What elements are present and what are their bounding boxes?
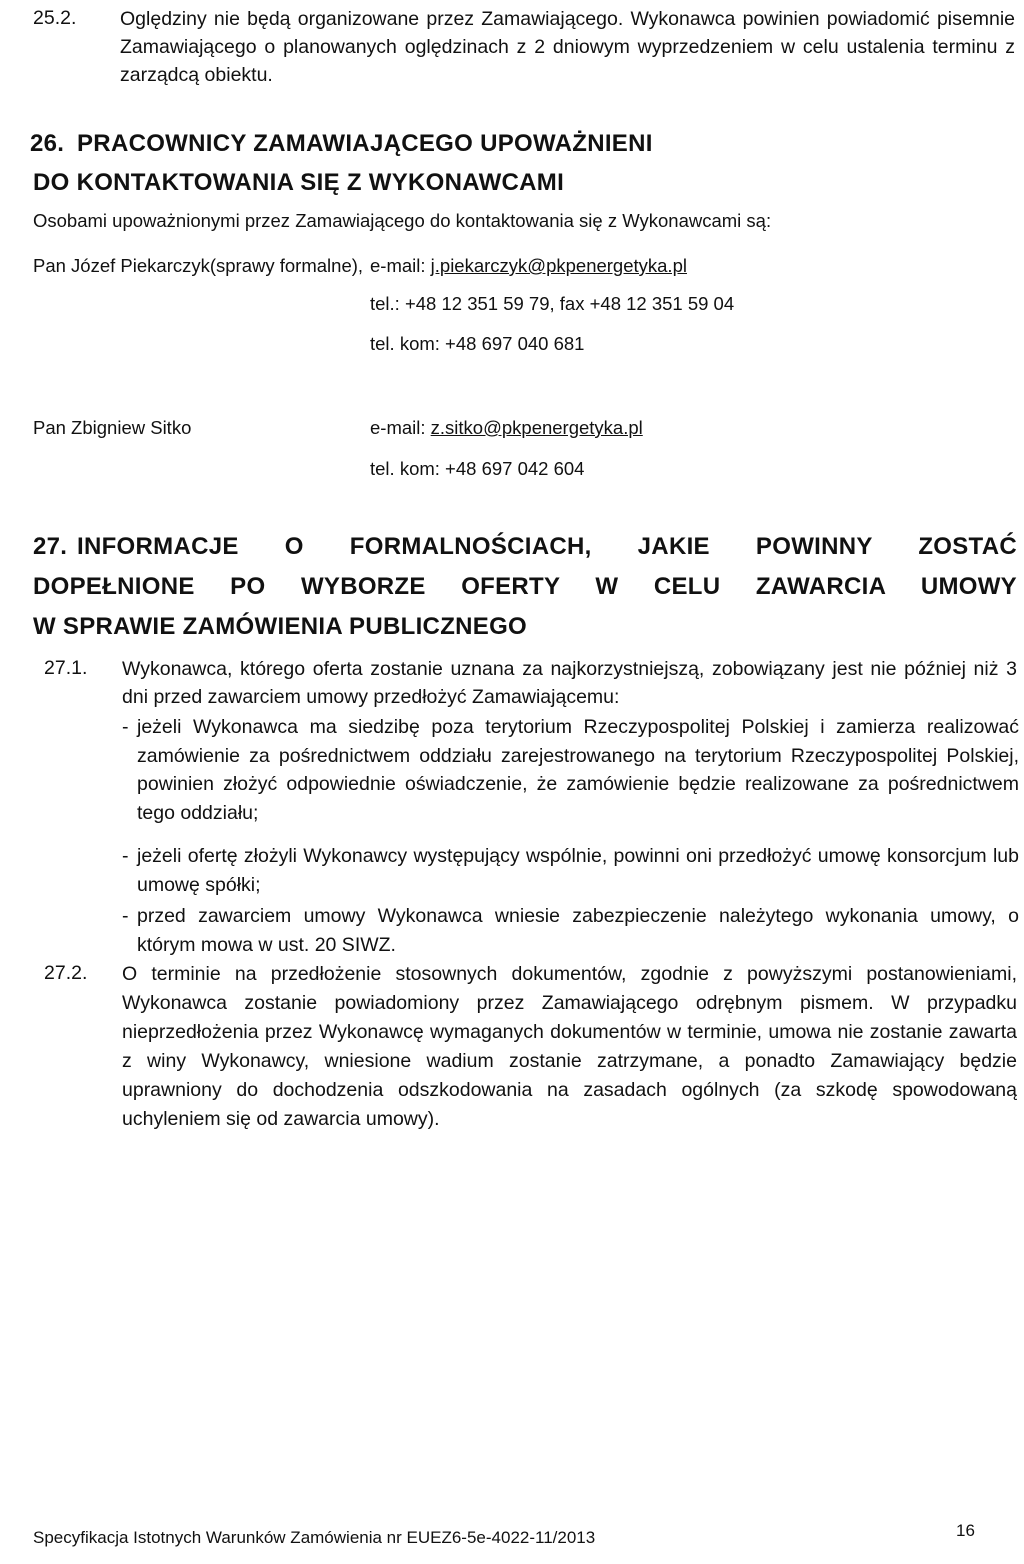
section-27-title-line3: W SPRAWIE ZAMÓWIENIA PUBLICZNEGO <box>33 613 528 640</box>
contact-1-email-link[interactable]: j.piekarczyk@pkpenergetyka.pl <box>430 255 687 276</box>
footer-title: Specyfikacja Istotnych Warunków Zamówienia nr EUEZ6-5e-4022-11/2013 <box>33 1528 596 1547</box>
bullet-dash: - <box>122 845 129 867</box>
section-number-26: 26. <box>30 130 65 157</box>
list-item <box>122 713 1019 827</box>
contact-1-name: Pan Józef Piekarczyk(sprawy formalne), <box>33 255 364 276</box>
page-number: 16 <box>956 1521 975 1540</box>
list-item <box>122 842 1019 899</box>
contact-1-phone: tel.: +48 12 351 59 79, fax +48 12 351 59 04 <box>370 293 735 314</box>
section-26-title-line1: PRACOWNICY ZAMAWIAJĄCEGO UPOWAŻNIENI <box>77 130 653 157</box>
section-number-27-2: 27.2. <box>44 962 88 984</box>
bullet-1-text: jeżeli Wykonawca ma siedzibę poza terytorium Rzeczypospolitej Polskiej i zamierza realizować zamówienie za pośrednictwem oddziału zarejestrowanego na terytorium Rzeczypospolitej Polskiej, powinien złożyć odpowiednie oświadczenie, że zamówienie będzie realizowane za pośrednictwem tego oddziału; <box>137 716 1019 824</box>
section-27-title-line2: DOPEŁNIONE PO WYBORZE OFERTY W CELU ZAWARCIA UMOWY <box>33 573 1017 600</box>
contact-2-email <box>370 414 643 441</box>
contact-1-email <box>370 252 687 279</box>
contact-1-mobile: tel. kom: +48 697 040 681 <box>370 333 585 354</box>
contact-1-email-label: e-mail: <box>370 255 426 276</box>
contact-2-name: Pan Zbigniew Sitko <box>33 417 192 438</box>
section-27-title-line1: INFORMACJE O FORMALNOŚCIACH, JAKIE POWINNY ZOSTAĆ <box>77 533 1017 560</box>
section-number-27: 27. <box>33 533 68 560</box>
contact-2-email-label: e-mail: <box>370 417 426 438</box>
list-item <box>122 902 1019 959</box>
bullet-3-text: przed zawarciem umowy Wykonawca wniesie zabezpieczenie należytego wykonania umowy, o którym mowa w ust. 20 SIWZ. <box>137 905 1019 956</box>
section-26-title-line2: DO KONTAKTOWANIA SIĘ Z WYKONAWCAMI <box>33 169 565 196</box>
bullet-dash: - <box>122 716 129 738</box>
bullet-dash: - <box>122 905 129 927</box>
contact-2-mobile: tel. kom: +48 697 042 604 <box>370 458 585 479</box>
section-25-2-text: Oględziny nie będą organizowane przez Zamawiającego. Wykonawca powinien powiadomić pisemnie Zamawiającego o planowanych oględzinach z 2 dniowym wyprzedzeniem w celu ustalenia terminu z zarządcą obiektu. <box>120 8 1015 86</box>
section-number-27-1: 27.1. <box>44 657 88 679</box>
section-27-2-text: O terminie na przedłożenie stosownych dokumentów, zgodnie z powyższymi postanowieniami, Wykonawca zostanie powiadomiony przez Zamawiającego odrębnym pismem. W przypadku nieprzedłożenia przez Wykonawcę wymaganych dokumentów w terminie, umowa nie zostanie zawarta z winy Wykonawcy, wniesione wadium zostanie zatrzymane, a ponadto Zamawiający będzie uprawniony do dochodzenia odszkodowania na zasadach ogólnych (za szkodę spowodowaną uchyleniem się od zawarcia umowy). <box>122 963 1017 1130</box>
bullet-2-text: jeżeli ofertę złożyli Wykonawcy występujący wspólnie, powinni oni przedłożyć umowę konsorcjum lub umowę spółki; <box>137 845 1019 896</box>
section-number-25-2: 25.2. <box>33 7 77 29</box>
contact-2-email-link[interactable]: z.sitko@pkpenergetyka.pl <box>430 417 643 438</box>
section-26-intro: Osobami upoważnionymi przez Zamawiającego do kontaktowania się z Wykonawcami są: <box>33 210 772 231</box>
section-27-1-text: Wykonawca, którego oferta zostanie uznana za najkorzystniejszą, zobowiązany jest nie później niż 3 dni przed zawarciem umowy przedłożyć Zamawiającemu: <box>122 658 1017 708</box>
